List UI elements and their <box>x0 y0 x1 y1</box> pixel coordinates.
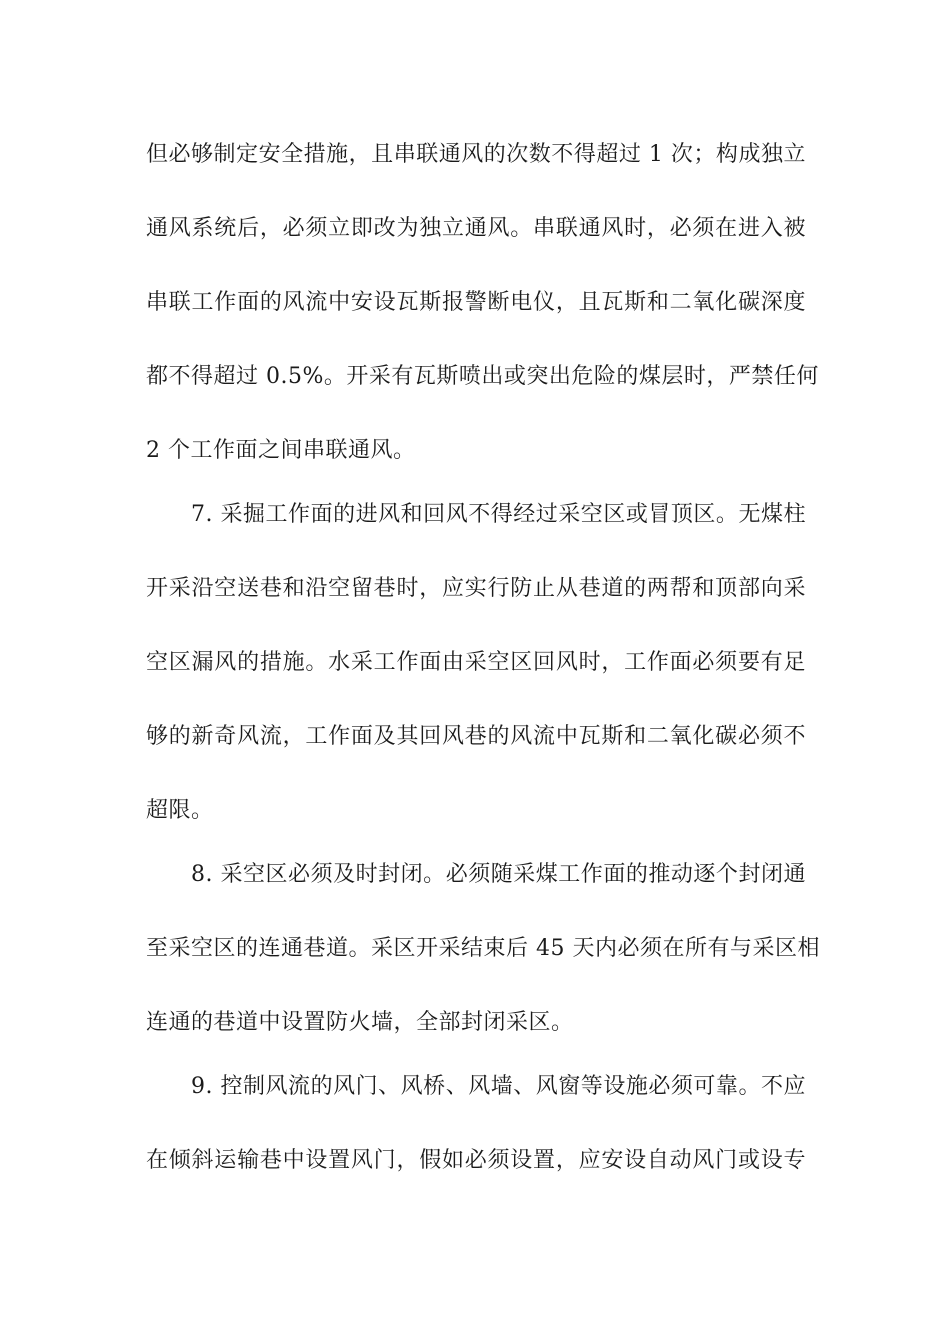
text-line: 但必够制定安全措施，且串联通风的次数不得超过 1 次；构成独立 <box>146 142 806 167</box>
text-line: 串联工作面的风流中安设瓦斯报警断电仪，且瓦斯和二氧化碳深度 <box>146 290 806 315</box>
paragraph-9-start: 9. 控制风流的风门、风桥、风墙、风窗等设施必须可靠。不应 <box>191 1074 806 1099</box>
text-line: 至采空区的连通巷道。采区开采结束后 45 天内必须在所有与采区相 <box>146 936 820 961</box>
text-line: 通风系统后，必须立即改为独立通风。串联通风时，必须在进入被 <box>146 216 806 241</box>
paragraph-8-start: 8. 采空区必须及时封闭。必须随采煤工作面的推动逐个封闭通 <box>191 862 806 887</box>
text-line: 空区漏风的措施。水采工作面由采空区回风时，工作面必须要有足 <box>146 650 806 675</box>
text-line: 2 个工作面之间串联通风。 <box>146 438 416 463</box>
paragraph-7-start: 7. 采掘工作面的进风和回风不得经过采空区或冒顶区。无煤柱 <box>191 502 806 527</box>
text-line: 超限。 <box>146 798 214 823</box>
text-line: 够的新奇风流，工作面及其回风巷的风流中瓦斯和二氧化碳必须不 <box>146 724 806 749</box>
text-line: 在倾斜运输巷中设置风门，假如必须设置，应安设自动风门或设专 <box>146 1148 806 1173</box>
text-line: 连通的巷道中设置防火墙，全部封闭采区。 <box>146 1010 574 1035</box>
text-line: 都不得超过 0.5%。开采有瓦斯喷出或突出危险的煤层时，严禁任何 <box>146 364 819 389</box>
text-line: 开采沿空送巷和沿空留巷时，应实行防止从巷道的两帮和顶部向采 <box>146 576 806 601</box>
